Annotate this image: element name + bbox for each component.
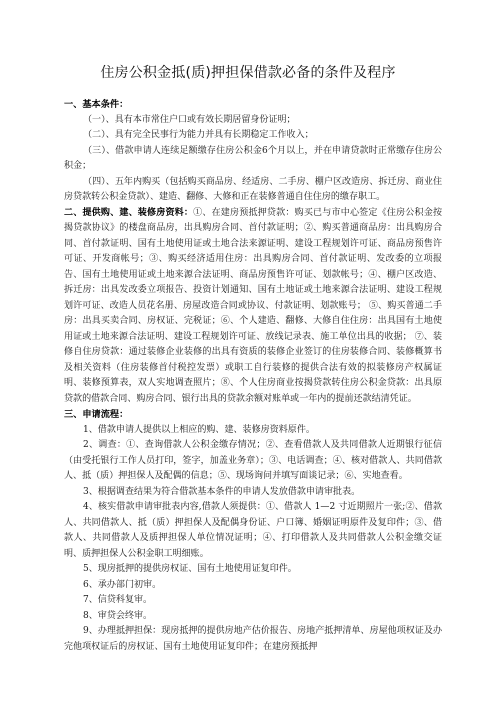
process-step-3: 3、根据调查结果为符合借款基本条件的申请人发放借款申请审批表。: [83, 486, 361, 497]
process-step-9: 9、办理抵押担保：现房抵押的提供房地产估价报告、房地产抵押清单、房屋他项权证及办完他项权证后的房权证、国有土地使用证复印件；在建房预抵押: [64, 626, 442, 652]
section-heading-materials: 二、提供购、建、装修房资料：: [64, 207, 194, 218]
process-step-1: 1、借款申请人提供以上相应的购、建、装修房资料原件。: [83, 424, 315, 435]
page-title: 住房公积金抵(质)押担保借款必备的条件及程序: [100, 65, 396, 81]
process-step-7: 7、信贷科复审。: [83, 595, 153, 605]
process-step-5: 5、现房抵押的提供房权证、国有土地使用证复印件。: [83, 564, 297, 574]
process-step-4: 4、核实借款申请审批表内容,借款人须提供：①、借款人 1—2 寸近期照片一张;②、借款人、共同借款人、抵（质）押担保人及配偶身份证、户口簿、婚姻证明原件及复印件；③、借款人、共同借款人及质押担保人单位情况证明；④、打印借款人及共同借款人公积金缴交证明、质押担保人公积金职工明细账。: [64, 502, 442, 559]
basic-condition-3: （三）、借款申请人连续足额缴存住房公积金6个月以上，并在申请贷款时正常缴存住房公积金；: [64, 145, 442, 171]
process-step-2: 2、调查：①、查询借款人公积金缴存情况；②、查看借款人及共同借款人近期银行征信（由受托银行工作人员打印，签字，加盖业务章）；③、电话调查；④、核对借款人、共同借款人、抵（质）押担保人及配偶的信息；⑤、现场询问并填写面谈记录；⑥、实地查看。: [64, 440, 442, 481]
document-body: [64, 97, 442, 655]
basic-condition-1: （一）、具有本市常住户口或有效长期居留身份证明；: [83, 114, 296, 125]
section-heading-process: 三、申请流程：: [64, 409, 129, 420]
materials-text: ①、在建房预抵押贷款：购买已与市中心签定《住房公积金按揭贷款协议》的楼盘商品房，出具购房合同、首付款证明；②、购买普通商品房：出具购房合同、首付款证明、国有土地使用证或土地合法来源证明、建设工程规划许可证、商品房预售许可证、开发商帐号；③、购买经济适用住房：出具购房合同、首付款证明、发改委的立项报告、国有土地使用证或土地来源合法证明、商品房预售许可证、划款帐号；④、棚户区改造、拆迁房：出具发改委立项报告、投资计划通知、国有土地证或土地来源合法证明、建设工程规划许可证、改造人员花名册、房屋改造合同或协议、付款证明、划款账号； ⑤、购买普通二手房：出具买卖合同、房权证、完税证；⑥、个人建造、翻修、大修自住住房：出具国有土地使用证或土地来源合法证明、建设工程规划许可证、放线记录表、施工单位出具的收据； ⑦、装修自住房贷款：通过装修企业装修的出具有资质的装修企业签订的住房装修合同、装修概算书及相关资料（住房装修首付税控发票）或职工自行装修的提供合法有效的拟装修房产权属证明、装修预算表，双人实地调查照片；⑧、个人住房商业按揭贷款转住房公积金贷款：出具原贷款的借款合同、购房合同、银行出具的贷款余额对账单或一年内的提前还款结清凭证。: [64, 207, 443, 404]
basic-condition-4: （四）、五年内购买（包括购买商品房、经适房、二手房、棚户区改造房、拆迁房、商业住房贷款转公积金贷款）、建造、翻修、大修和正在装修普通自住住房的缴存职工。: [64, 176, 442, 202]
process-step-6: 6、承办部门初审。: [83, 579, 162, 590]
basic-condition-2: （二）、具有完全民事行为能力并具有长期稳定工作收入；: [83, 130, 314, 140]
process-step-8: 8、审贷会终审。: [83, 610, 153, 621]
materials-paragraph: [64, 206, 442, 408]
section-heading-basic: 一、基本条件：: [64, 99, 129, 110]
